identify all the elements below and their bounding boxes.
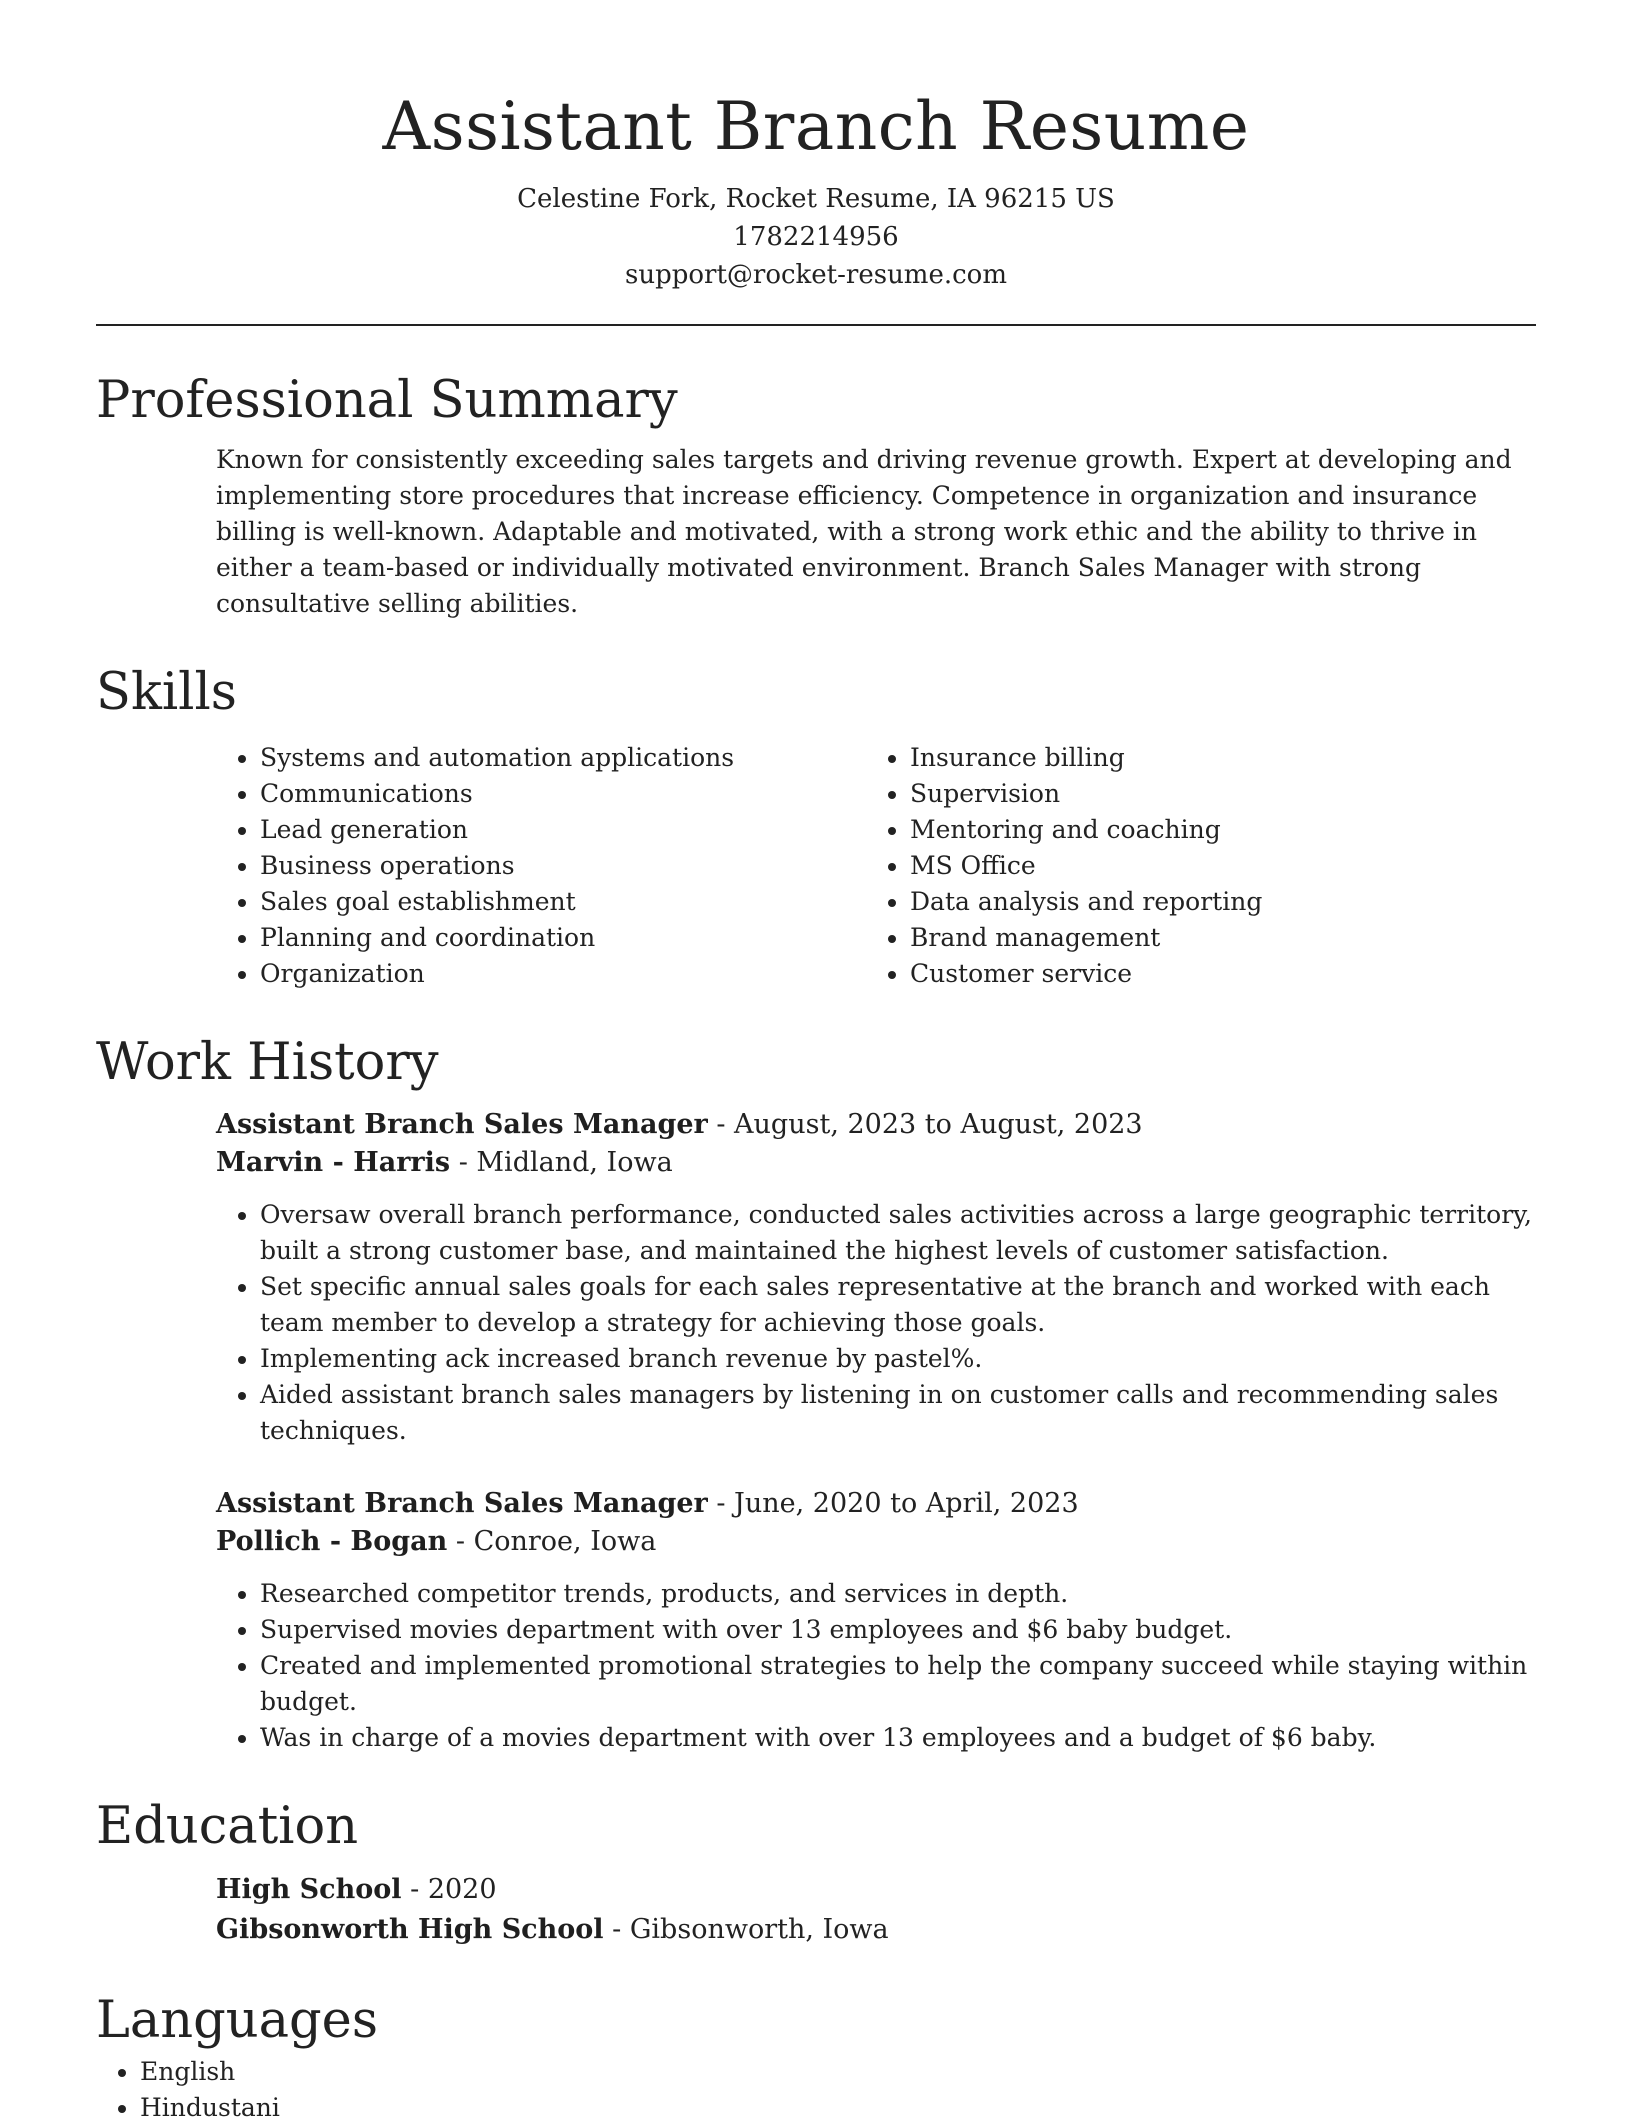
job-bullet: • Set specific annual sales goals for each sales representative at the branch and worked with each team member to develop a strategy for achieving those goals.: [260, 1269, 1536, 1341]
job-bullets: [216, 1197, 1536, 1449]
education-section: [96, 1794, 1536, 1950]
skill-item: • Customer service: [910, 956, 1536, 992]
skill-item: • Sales goal establishment: [260, 884, 866, 920]
skills-list-left: [216, 740, 866, 992]
resume-title: Assistant Branch Resume: [382, 88, 1250, 165]
job-position: Assistant Branch Sales Manager: [216, 1109, 708, 1140]
work-history-section: [96, 1030, 1536, 1756]
header-divider: [96, 324, 1536, 326]
education-location: - Gibsonworth, Iowa: [612, 1914, 889, 1945]
education-school: Gibsonworth High School: [216, 1914, 604, 1945]
language-item: • Hindustani: [140, 2090, 1536, 2126]
job-location: - Midland, Iowa: [458, 1147, 673, 1178]
languages-heading: Languages: [96, 1991, 379, 2050]
job-entry: [216, 1485, 1536, 1756]
job-bullet: • Researched competitor trends, products, and services in depth.: [260, 1576, 1536, 1612]
work-history-heading: Work History: [96, 1033, 439, 1092]
skill-item: • Data analysis and reporting: [910, 884, 1536, 920]
summary-heading: Professional Summary: [96, 371, 678, 430]
job-bullet: • Created and implemented promotional strategies to help the company succeed while staying within budget.: [260, 1648, 1536, 1720]
resume-header: [96, 82, 1536, 294]
languages-section: [96, 1988, 1536, 2126]
skills-list-right: [866, 740, 1536, 992]
education-school-line: [216, 1910, 1536, 1950]
job-dates: - June, 2020 to April, 2023: [716, 1488, 1079, 1519]
skill-item: • Supervision: [910, 776, 1536, 812]
skill-item: • Systems and automation applications: [260, 740, 866, 776]
job-bullets: [216, 1576, 1536, 1756]
contact-email: support@rocket-resume.com: [624, 260, 1007, 290]
job-company: Pollich - Bogan: [216, 1526, 448, 1557]
contact-phone: 1782214956: [733, 222, 899, 252]
education-heading: Education: [96, 1797, 359, 1856]
education-degree-line: [216, 1870, 1536, 1910]
job-company-line: [216, 1523, 1536, 1561]
job-location: - Conroe, Iowa: [455, 1526, 657, 1557]
education-year: - 2020: [410, 1874, 497, 1905]
skill-item: • Brand management: [910, 920, 1536, 956]
education-degree: High School: [216, 1874, 402, 1905]
skill-item: • Insurance billing: [910, 740, 1536, 776]
contact-block: [96, 180, 1536, 294]
skill-item: • Communications: [260, 776, 866, 812]
job-position: Assistant Branch Sales Manager: [216, 1488, 708, 1519]
skill-item: • MS Office: [910, 848, 1536, 884]
job-title-line: [216, 1485, 1536, 1523]
job-bullet: • Was in charge of a movies department with over 13 employees and a budget of $6 baby.: [260, 1720, 1536, 1756]
language-item: • English: [140, 2054, 1536, 2090]
job-bullet: • Oversaw overall branch performance, conducted sales activities across a large geographic territory, built a strong customer base, and maintained the highest levels of customer satisfaction.: [260, 1197, 1536, 1269]
job-bullet: • Aided assistant branch sales managers by listening in on customer calls and recommending sales techniques.: [260, 1377, 1536, 1449]
skills-grid: [216, 740, 1536, 992]
summary-text: Known for consistently exceeding sales targets and driving revenue growth. Expert at developing and implementing store procedures that increase efficiency. Competence in organization and insurance billing is well-known. Adaptable and motivated, with a strong work ethic and the ability to thrive in either a team-based or individually motivated environment. Branch Sales Manager with strong consultative selling abilities.: [216, 445, 1512, 618]
job-bullet: • Implementing ack increased branch revenue by pastel%.: [260, 1341, 1536, 1377]
contact-address: Celestine Fork, Rocket Resume, IA 96215 US: [517, 184, 1115, 214]
skill-item: • Organization: [260, 956, 866, 992]
job-company-line: [216, 1144, 1536, 1182]
summary-section: [96, 368, 1536, 622]
job-title-line: [216, 1106, 1536, 1144]
skill-item: • Business operations: [260, 848, 866, 884]
skills-section: [96, 660, 1536, 992]
skill-item: • Planning and coordination: [260, 920, 866, 956]
job-company: Marvin - Harris: [216, 1147, 451, 1178]
skill-item: • Lead generation: [260, 812, 866, 848]
job-dates: - August, 2023 to August, 2023: [716, 1109, 1143, 1140]
job-bullet: • Supervised movies department with over 13 employees and $6 baby budget.: [260, 1612, 1536, 1648]
languages-list: [96, 2054, 1536, 2126]
skills-heading: Skills: [96, 663, 237, 722]
skill-item: • Mentoring and coaching: [910, 812, 1536, 848]
job-entry: [216, 1106, 1536, 1449]
education-entry: [216, 1870, 1536, 1950]
